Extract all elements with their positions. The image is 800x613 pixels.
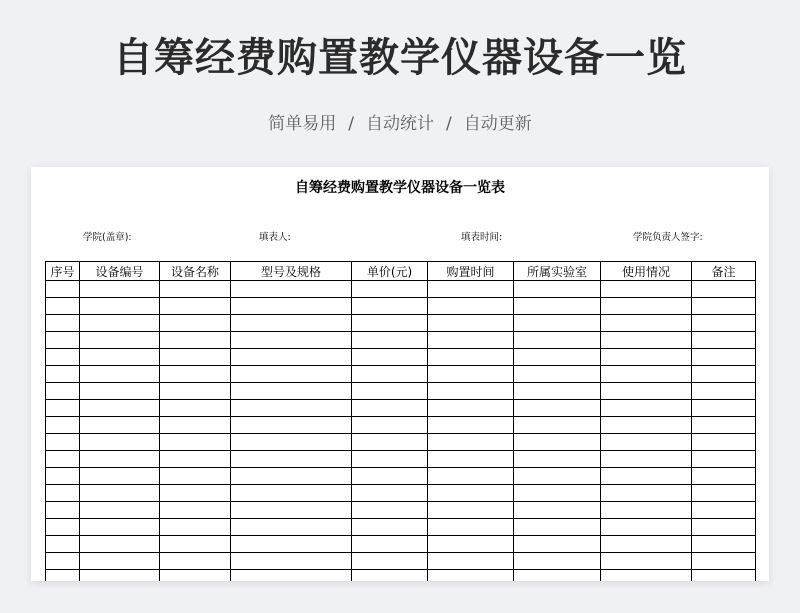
table-row <box>46 502 756 519</box>
table-cell[interactable] <box>601 434 692 451</box>
table-cell[interactable] <box>46 332 80 349</box>
table-cell[interactable] <box>601 519 692 536</box>
college-seal-field: 学院(盖章): <box>83 232 132 243</box>
table-cell[interactable] <box>352 434 428 451</box>
table-cell[interactable] <box>514 332 601 349</box>
table-body <box>46 281 756 582</box>
table-row <box>46 332 756 349</box>
table-cell[interactable] <box>46 281 80 298</box>
table-cell[interactable] <box>80 485 160 502</box>
table-cell[interactable] <box>46 417 80 434</box>
table-row <box>46 570 756 582</box>
table-cell[interactable] <box>514 315 601 332</box>
signature-field: 学院负责人签字: <box>633 232 703 243</box>
table-cell[interactable] <box>160 468 231 485</box>
table-cell[interactable] <box>692 519 756 536</box>
table-cell[interactable] <box>231 417 352 434</box>
sheet-title: 自筹经费购置教学仪器设备一览表 <box>295 180 505 196</box>
table-cell[interactable] <box>46 366 80 383</box>
table-cell[interactable] <box>601 468 692 485</box>
table-cell[interactable] <box>80 434 160 451</box>
table-cell[interactable] <box>231 349 352 366</box>
table-cell[interactable] <box>160 366 231 383</box>
table-cell[interactable] <box>80 349 160 366</box>
table-cell[interactable] <box>692 417 756 434</box>
table-cell[interactable] <box>46 485 80 502</box>
table-cell[interactable] <box>352 383 428 400</box>
table-cell[interactable] <box>46 519 80 536</box>
table-cell[interactable] <box>692 434 756 451</box>
table-cell[interactable] <box>352 281 428 298</box>
tagline-item-auto-stats: 自动统计 <box>366 114 434 134</box>
table-cell[interactable] <box>428 536 514 553</box>
table-cell[interactable] <box>160 281 231 298</box>
table-cell[interactable] <box>514 519 601 536</box>
table-cell[interactable] <box>428 502 514 519</box>
table-row <box>46 349 756 366</box>
column-header-lab: 所属实验室 <box>514 262 601 281</box>
table-row <box>46 315 756 332</box>
fill-date-field: 填表时间: <box>461 232 503 243</box>
table-cell[interactable] <box>80 468 160 485</box>
table-cell[interactable] <box>80 400 160 417</box>
table-cell[interactable] <box>46 536 80 553</box>
table-cell[interactable] <box>46 315 80 332</box>
table-cell[interactable] <box>514 349 601 366</box>
table-cell[interactable] <box>428 553 514 570</box>
table-cell[interactable] <box>160 400 231 417</box>
table-cell[interactable] <box>46 468 80 485</box>
table-cell[interactable] <box>514 298 601 315</box>
table-cell[interactable] <box>160 315 231 332</box>
table-cell[interactable] <box>80 519 160 536</box>
table-cell[interactable] <box>692 383 756 400</box>
page-title: 自筹经费购置教学仪器设备一览 <box>113 35 687 81</box>
table-cell[interactable] <box>514 366 601 383</box>
table-cell[interactable] <box>46 502 80 519</box>
subtitle-tagline <box>0 112 800 136</box>
table-cell[interactable] <box>160 332 231 349</box>
table-cell[interactable] <box>231 332 352 349</box>
column-header-equipment-name: 设备名称 <box>160 262 231 281</box>
table-cell[interactable] <box>601 332 692 349</box>
table-cell[interactable] <box>231 434 352 451</box>
table-cell[interactable] <box>352 451 428 468</box>
table-cell[interactable] <box>601 383 692 400</box>
table-row <box>46 366 756 383</box>
table-cell[interactable] <box>160 434 231 451</box>
column-header-serial: 序号 <box>46 262 80 281</box>
tagline-item-easy: 简单易用 <box>268 114 337 134</box>
column-header-notes: 备注 <box>692 262 756 281</box>
table-cell[interactable] <box>692 298 756 315</box>
table-cell[interactable] <box>160 553 231 570</box>
table-cell[interactable] <box>692 502 756 519</box>
table-cell[interactable] <box>160 570 231 582</box>
table-cell[interactable] <box>231 519 352 536</box>
table-cell[interactable] <box>80 383 160 400</box>
table-cell[interactable] <box>514 485 601 502</box>
filler-field: 填表人: <box>259 232 291 243</box>
table-cell[interactable] <box>428 570 514 582</box>
table-cell[interactable] <box>46 451 80 468</box>
table-cell[interactable] <box>352 468 428 485</box>
table-cell[interactable] <box>428 332 514 349</box>
table-cell[interactable] <box>80 451 160 468</box>
table-cell[interactable] <box>231 383 352 400</box>
table-cell[interactable] <box>428 451 514 468</box>
table-cell[interactable] <box>692 468 756 485</box>
table-cell[interactable] <box>231 502 352 519</box>
tagline-item-auto-update: 自动更新 <box>463 114 532 134</box>
table-cell[interactable] <box>601 553 692 570</box>
table-cell[interactable] <box>231 400 352 417</box>
tagline-separator: / <box>446 114 452 134</box>
table-row <box>46 451 756 468</box>
table-cell[interactable] <box>80 366 160 383</box>
table-cell[interactable] <box>428 315 514 332</box>
table-cell[interactable] <box>428 519 514 536</box>
table-cell[interactable] <box>46 383 80 400</box>
table-cell[interactable] <box>428 366 514 383</box>
table-cell[interactable] <box>601 502 692 519</box>
table-cell[interactable] <box>80 536 160 553</box>
table-cell[interactable] <box>514 434 601 451</box>
table-cell[interactable] <box>160 502 231 519</box>
table-cell[interactable] <box>428 485 514 502</box>
table-cell[interactable] <box>231 366 352 383</box>
table-row <box>46 468 756 485</box>
table-cell[interactable] <box>231 468 352 485</box>
table-cell[interactable] <box>428 468 514 485</box>
table-cell[interactable] <box>352 400 428 417</box>
table-cell[interactable] <box>231 281 352 298</box>
table-cell[interactable] <box>160 519 231 536</box>
table-cell[interactable] <box>601 366 692 383</box>
table-cell[interactable] <box>80 315 160 332</box>
table-cell[interactable] <box>692 315 756 332</box>
table-cell[interactable] <box>601 315 692 332</box>
table-cell[interactable] <box>160 451 231 468</box>
table-cell[interactable] <box>231 485 352 502</box>
table-cell[interactable] <box>601 400 692 417</box>
table-cell[interactable] <box>352 485 428 502</box>
spreadsheet-preview <box>31 167 769 581</box>
table-cell[interactable] <box>514 468 601 485</box>
table-row <box>46 485 756 502</box>
table-cell[interactable] <box>514 400 601 417</box>
column-header-equipment-id: 设备编号 <box>80 262 160 281</box>
table-cell[interactable] <box>428 434 514 451</box>
table-cell[interactable] <box>352 315 428 332</box>
table-cell[interactable] <box>80 281 160 298</box>
table-cell[interactable] <box>80 417 160 434</box>
column-header-unit-price: 单价(元) <box>352 262 428 281</box>
table-cell[interactable] <box>352 536 428 553</box>
table-cell[interactable] <box>231 298 352 315</box>
table-cell[interactable] <box>80 553 160 570</box>
table-cell[interactable] <box>692 332 756 349</box>
table-cell[interactable] <box>160 536 231 553</box>
table-cell[interactable] <box>46 553 80 570</box>
table-row <box>46 536 756 553</box>
table-cell[interactable] <box>601 570 692 582</box>
table-cell[interactable] <box>692 536 756 553</box>
equipment-table <box>45 261 756 581</box>
table-row <box>46 519 756 536</box>
table-cell[interactable] <box>601 536 692 553</box>
table-cell[interactable] <box>514 383 601 400</box>
table-cell[interactable] <box>352 349 428 366</box>
table-row <box>46 400 756 417</box>
table-row <box>46 417 756 434</box>
table-row <box>46 553 756 570</box>
table-cell[interactable] <box>601 298 692 315</box>
table-cell[interactable] <box>231 570 352 582</box>
column-header-purchase-date: 购置时间 <box>428 262 514 281</box>
table-cell[interactable] <box>46 570 80 582</box>
column-header-model-spec: 型号及规格 <box>231 262 352 281</box>
table-cell[interactable] <box>692 400 756 417</box>
table-row <box>46 281 756 298</box>
table-cell[interactable] <box>514 417 601 434</box>
table-cell[interactable] <box>352 417 428 434</box>
table-cell[interactable] <box>352 298 428 315</box>
table-cell[interactable] <box>428 281 514 298</box>
table-cell[interactable] <box>46 434 80 451</box>
table-cell[interactable] <box>514 281 601 298</box>
table-cell[interactable] <box>601 485 692 502</box>
table-cell[interactable] <box>46 400 80 417</box>
table-cell[interactable] <box>428 417 514 434</box>
table-cell[interactable] <box>692 570 756 582</box>
table-cell[interactable] <box>514 553 601 570</box>
table-cell[interactable] <box>428 383 514 400</box>
table-cell[interactable] <box>231 536 352 553</box>
tagline-separator: / <box>348 114 354 134</box>
column-header-usage: 使用情况 <box>601 262 692 281</box>
table-cell[interactable] <box>80 298 160 315</box>
table-cell[interactable] <box>692 281 756 298</box>
table-cell[interactable] <box>601 451 692 468</box>
table-cell[interactable] <box>692 485 756 502</box>
table-cell[interactable] <box>352 332 428 349</box>
table-cell[interactable] <box>352 553 428 570</box>
table-cell[interactable] <box>601 349 692 366</box>
table-cell[interactable] <box>601 281 692 298</box>
table-cell[interactable] <box>160 383 231 400</box>
table-cell[interactable] <box>692 553 756 570</box>
table-cell[interactable] <box>514 502 601 519</box>
table-cell[interactable] <box>352 519 428 536</box>
table-cell[interactable] <box>231 451 352 468</box>
table-cell[interactable] <box>692 349 756 366</box>
table-cell[interactable] <box>428 298 514 315</box>
table-cell[interactable] <box>80 502 160 519</box>
table-cell[interactable] <box>46 349 80 366</box>
table-cell[interactable] <box>692 366 756 383</box>
table-cell[interactable] <box>514 570 601 582</box>
table-cell[interactable] <box>428 349 514 366</box>
table-cell[interactable] <box>231 315 352 332</box>
table-cell[interactable] <box>352 502 428 519</box>
table-cell[interactable] <box>352 570 428 582</box>
table-cell[interactable] <box>80 332 160 349</box>
table-cell[interactable] <box>352 366 428 383</box>
table-cell[interactable] <box>160 298 231 315</box>
table-row <box>46 298 756 315</box>
table-cell[interactable] <box>46 298 80 315</box>
table-row <box>46 434 756 451</box>
table-cell[interactable] <box>514 536 601 553</box>
table-header-row <box>46 262 756 281</box>
table-cell[interactable] <box>160 349 231 366</box>
table-cell[interactable] <box>160 485 231 502</box>
table-cell[interactable] <box>692 451 756 468</box>
table-cell[interactable] <box>80 570 160 582</box>
table-cell[interactable] <box>514 451 601 468</box>
table-cell[interactable] <box>601 417 692 434</box>
table-row <box>46 383 756 400</box>
table-cell[interactable] <box>428 400 514 417</box>
table-cell[interactable] <box>231 553 352 570</box>
table-cell[interactable] <box>160 417 231 434</box>
